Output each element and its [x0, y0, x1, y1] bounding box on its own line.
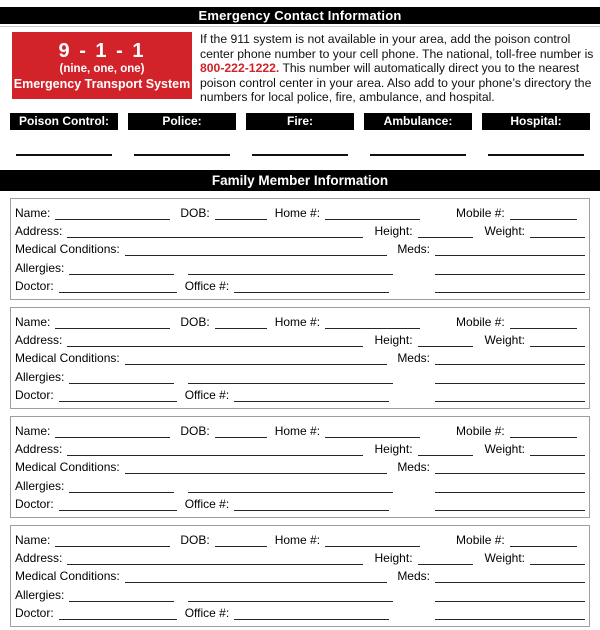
- dob-field[interactable]: [215, 315, 267, 329]
- weight-label: Weight:: [484, 224, 525, 239]
- member-row-5: [15, 276, 585, 293]
- member-row-4: [15, 258, 585, 275]
- member-row-3: [15, 348, 585, 365]
- doctor-field[interactable]: [59, 388, 177, 402]
- allergies-label: Allergies:: [15, 587, 65, 602]
- member-row-1: [15, 312, 585, 329]
- mobile-phone-label: Mobile #:: [456, 532, 505, 547]
- name-label: Name:: [15, 314, 51, 329]
- family-member-card: [10, 307, 590, 409]
- contact-field-cell: [364, 154, 472, 156]
- dob-field[interactable]: [215, 424, 267, 438]
- emergency-contacts-field-row: [10, 154, 590, 156]
- dob-label: DOB:: [180, 205, 210, 220]
- meds-field-continued[interactable]: [435, 606, 585, 620]
- allergies-label: Allergies:: [15, 260, 65, 275]
- address-label: Address:: [15, 333, 63, 348]
- home-phone-label: Home #:: [274, 532, 321, 547]
- height-field[interactable]: [418, 442, 473, 456]
- emergency-contact-form: [0, 7, 600, 627]
- office-phone-label: Office #:: [184, 278, 230, 293]
- height-field[interactable]: [418, 333, 473, 347]
- dob-label: DOB:: [180, 423, 210, 438]
- medical-conditions-label: Medical Conditions:: [15, 569, 120, 584]
- doctor-label: Doctor:: [15, 278, 54, 293]
- meds-label: Meds:: [397, 460, 430, 475]
- weight-field[interactable]: [530, 442, 585, 456]
- allergies-label: Allergies:: [15, 369, 65, 384]
- contact-phone-field[interactable]: [16, 154, 112, 156]
- allergies-label: Allergies:: [15, 478, 65, 493]
- home-phone-field[interactable]: [325, 424, 420, 438]
- member-row-3: [15, 239, 585, 256]
- member-row-4: [15, 367, 585, 384]
- mobile-phone-field[interactable]: [510, 424, 577, 438]
- address-label: Address:: [15, 224, 63, 239]
- office-phone-field[interactable]: [234, 279, 389, 293]
- dob-label: DOB:: [180, 314, 210, 329]
- medical-conditions-field[interactable]: [125, 569, 388, 583]
- section-header-emergency: [0, 7, 600, 24]
- home-phone-label: Home #:: [274, 205, 321, 220]
- instructions-text: If the 911 system is not available in your area, add the poison control center phone number to your cell phone. The national, toll-free number is: [200, 32, 594, 61]
- weight-label: Weight:: [484, 551, 525, 566]
- home-phone-label: Home #:: [274, 314, 321, 329]
- contact-label-hospital: Hospital:: [482, 113, 590, 130]
- medical-conditions-label: Medical Conditions:: [15, 351, 120, 366]
- height-field[interactable]: [418, 551, 473, 565]
- address-field[interactable]: [67, 551, 362, 565]
- medical-conditions-field[interactable]: [125, 351, 388, 365]
- family-member-card: [10, 198, 590, 300]
- family-member-card: [10, 525, 590, 627]
- height-label: Height:: [374, 333, 413, 348]
- meds-field-continued[interactable]: [435, 370, 585, 384]
- doctor-label: Doctor:: [15, 605, 54, 620]
- meds-field-continued[interactable]: [435, 279, 585, 293]
- name-label: Name:: [15, 205, 51, 220]
- address-field[interactable]: [67, 442, 362, 456]
- name-field[interactable]: [55, 206, 170, 220]
- member-row-3: [15, 566, 585, 583]
- contact-field-cell: [246, 154, 354, 156]
- contact-phone-field[interactable]: [370, 154, 466, 156]
- member-row-1: [15, 421, 585, 438]
- allergies-field-continued[interactable]: [188, 370, 393, 384]
- weight-field[interactable]: [530, 333, 585, 347]
- weight-label: Weight:: [484, 442, 525, 457]
- mobile-phone-field[interactable]: [510, 533, 577, 547]
- meds-field-continued[interactable]: [435, 388, 585, 402]
- family-member-card: [10, 416, 590, 518]
- emergency-contacts-label-row: [10, 113, 590, 130]
- doctor-label: Doctor:: [15, 387, 54, 402]
- emergency-section-title: Emergency Contact Information: [198, 8, 402, 23]
- meds-field[interactable]: [435, 460, 585, 474]
- meds-label: Meds:: [397, 351, 430, 366]
- section-header-family: [0, 170, 600, 191]
- contact-phone-field[interactable]: [252, 154, 348, 156]
- meds-field-continued[interactable]: [435, 588, 585, 602]
- weight-field[interactable]: [530, 224, 585, 238]
- meds-field[interactable]: [435, 569, 585, 583]
- member-row-1: [15, 530, 585, 547]
- member-row-1: [15, 203, 585, 220]
- home-phone-label: Home #:: [274, 423, 321, 438]
- contact-field-cell: [10, 154, 118, 156]
- mobile-phone-field[interactable]: [510, 315, 577, 329]
- contact-phone-field[interactable]: [488, 154, 584, 156]
- office-phone-field[interactable]: [234, 388, 389, 402]
- address-field[interactable]: [67, 333, 362, 347]
- meds-label: Meds:: [397, 242, 430, 257]
- header-divider: [0, 26, 600, 27]
- address-label: Address:: [15, 442, 63, 457]
- meds-field[interactable]: [435, 351, 585, 365]
- doctor-field[interactable]: [59, 606, 177, 620]
- meds-field[interactable]: [435, 242, 585, 256]
- member-row-5: [15, 494, 585, 511]
- height-label: Height:: [374, 224, 413, 239]
- contact-field-cell: [482, 154, 590, 156]
- name-field[interactable]: [55, 533, 170, 547]
- name-label: Name:: [15, 532, 51, 547]
- medical-conditions-field[interactable]: [125, 242, 388, 256]
- mobile-phone-label: Mobile #:: [456, 423, 505, 438]
- address-field[interactable]: [67, 224, 362, 238]
- 911-system-name: Emergency Transport System: [13, 77, 191, 91]
- home-phone-field[interactable]: [325, 315, 420, 329]
- office-phone-label: Office #:: [184, 605, 230, 620]
- dob-field[interactable]: [215, 533, 267, 547]
- medical-conditions-label: Medical Conditions:: [15, 460, 120, 475]
- contact-label-poison-control: Poison Control:: [10, 113, 118, 130]
- member-row-4: [15, 585, 585, 602]
- allergies-field[interactable]: [69, 370, 174, 384]
- dob-label: DOB:: [180, 532, 210, 547]
- mobile-phone-label: Mobile #:: [456, 314, 505, 329]
- allergies-field[interactable]: [69, 588, 174, 602]
- name-label: Name:: [15, 423, 51, 438]
- poison-control-phone-number: 800-222-1222.: [200, 61, 280, 76]
- member-row-2: [15, 330, 585, 347]
- mobile-phone-label: Mobile #:: [456, 205, 505, 220]
- poison-control-instructions: [200, 32, 598, 105]
- allergies-field[interactable]: [69, 479, 174, 493]
- member-row-2: [15, 221, 585, 238]
- meds-field-continued[interactable]: [435, 497, 585, 511]
- family-member-blocks: [10, 198, 590, 627]
- contact-label-police: Police:: [128, 113, 236, 130]
- family-section-title: Family Member Information: [211, 172, 389, 188]
- 911-callout-box: [12, 32, 192, 99]
- meds-label: Meds:: [397, 569, 430, 584]
- member-row-4: [15, 476, 585, 493]
- height-label: Height:: [374, 442, 413, 457]
- contact-label-fire: Fire:: [246, 113, 354, 130]
- member-row-3: [15, 457, 585, 474]
- home-phone-field[interactable]: [325, 533, 420, 547]
- height-field[interactable]: [418, 224, 473, 238]
- name-field[interactable]: [55, 424, 170, 438]
- medical-conditions-field[interactable]: [125, 460, 388, 474]
- allergies-field-continued[interactable]: [188, 261, 393, 275]
- contact-field-cell: [128, 154, 236, 156]
- meds-field-continued[interactable]: [435, 479, 585, 493]
- office-phone-label: Office #:: [184, 496, 230, 511]
- allergies-field-continued[interactable]: [188, 479, 393, 493]
- office-phone-label: Office #:: [184, 387, 230, 402]
- address-label: Address:: [15, 551, 63, 566]
- member-row-5: [15, 385, 585, 402]
- office-phone-field[interactable]: [234, 606, 389, 620]
- office-phone-field[interactable]: [234, 497, 389, 511]
- allergies-field[interactable]: [69, 261, 174, 275]
- weight-label: Weight:: [484, 333, 525, 348]
- doctor-label: Doctor:: [15, 496, 54, 511]
- 911-pronunciation: (nine, one, one): [59, 63, 145, 75]
- mobile-phone-field[interactable]: [510, 206, 577, 220]
- meds-field-continued[interactable]: [435, 261, 585, 275]
- weight-field[interactable]: [530, 551, 585, 565]
- home-phone-field[interactable]: [325, 206, 420, 220]
- name-field[interactable]: [55, 315, 170, 329]
- instructions-text-continued: This number will automatically direct you to the nearest poison control center in your area. Also add to your phone’s directory the numbers for local police, fire, ambulance, and hospital.: [200, 61, 592, 105]
- allergies-field-continued[interactable]: [188, 588, 393, 602]
- medical-conditions-label: Medical Conditions:: [15, 242, 120, 257]
- doctor-field[interactable]: [59, 497, 177, 511]
- dob-field[interactable]: [215, 206, 267, 220]
- contact-phone-field[interactable]: [134, 154, 230, 156]
- member-row-2: [15, 439, 585, 456]
- height-label: Height:: [374, 551, 413, 566]
- 911-number: 9 - 1 - 1: [58, 40, 146, 62]
- intro-section: [12, 32, 598, 105]
- member-row-5: [15, 603, 585, 620]
- doctor-field[interactable]: [59, 279, 177, 293]
- member-row-2: [15, 548, 585, 565]
- contact-label-ambulance: Ambulance:: [364, 113, 472, 130]
